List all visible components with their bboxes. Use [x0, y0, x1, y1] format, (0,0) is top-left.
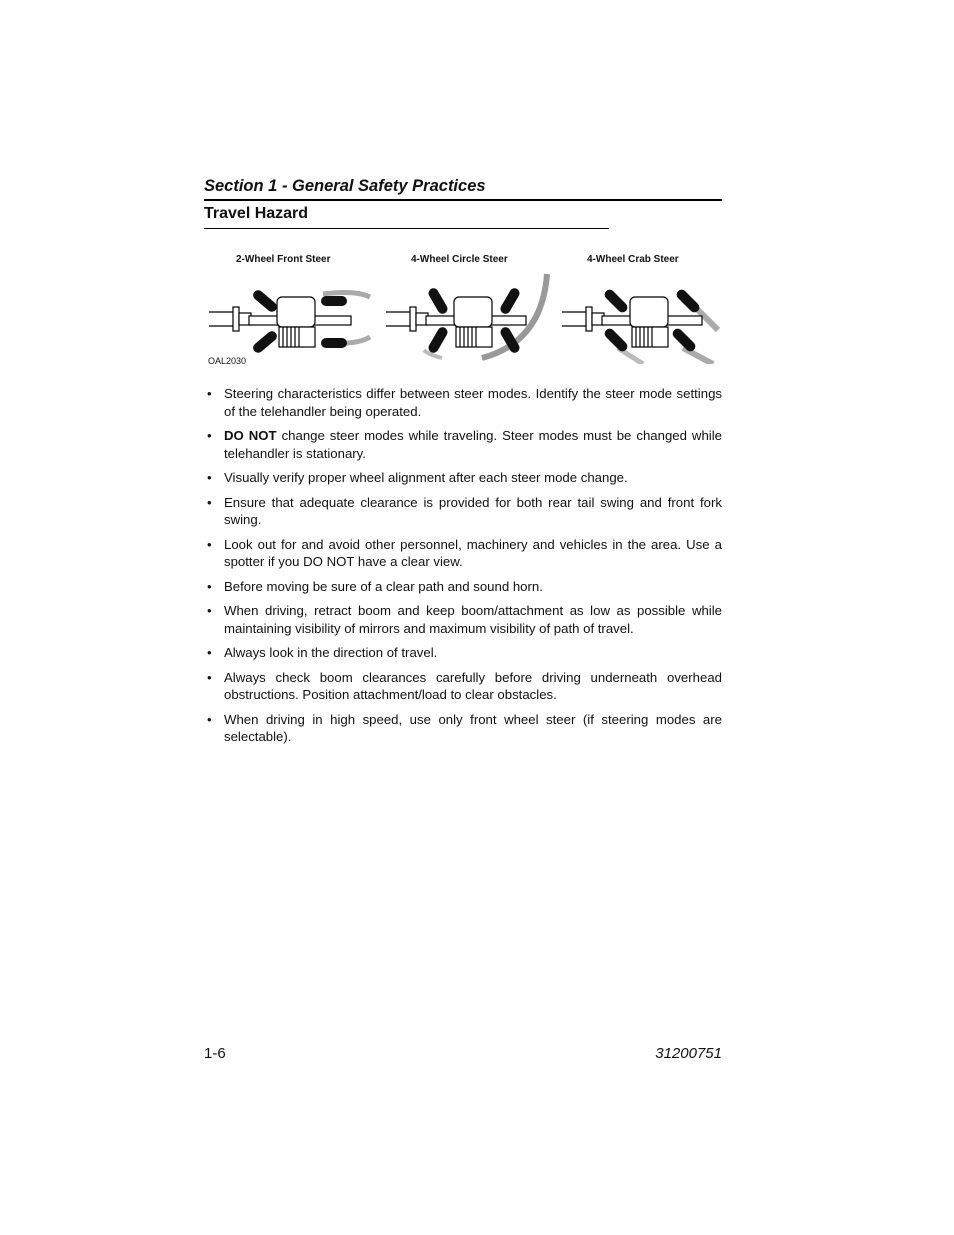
four-wheel-crab-steer-diagram	[558, 272, 723, 364]
bullet-item	[204, 494, 722, 529]
four-wheel-circle-steer-diagram	[382, 272, 554, 364]
two-wheel-front-steer-diagram	[205, 272, 375, 364]
page-number: 1-6	[204, 1045, 226, 1062]
bullet-emphasis: DO NOT	[224, 428, 277, 443]
figure-label-circle-steer: 4-Wheel Circle Steer	[411, 254, 508, 265]
bullet-item	[204, 427, 722, 462]
bullet-item	[204, 669, 722, 704]
bullet-item	[204, 578, 722, 596]
bullet-item	[204, 385, 722, 420]
bullet-item	[204, 469, 722, 487]
bullet-text: change steer modes while traveling. Steer modes must be changed while telehandler is stationary.	[224, 428, 722, 461]
bullet-text: Ensure that adequate clearance is provided for both rear tail swing and front fork swing.	[224, 494, 722, 527]
bullet-text: When driving, retract boom and keep boom/attachment as low as possible while maintaining visibility of mirrors and maximum visibility of path of travel.	[224, 603, 722, 636]
figure-code: OAL2030	[208, 356, 247, 366]
figure-label-front-steer: 2-Wheel Front Steer	[236, 254, 331, 265]
bullet-text: Always check boom clearances carefully before driving underneath overhead obstructions. Position attachment/load to clear obstacles.	[224, 669, 722, 702]
figure-label-crab-steer: 4-Wheel Crab Steer	[587, 254, 679, 265]
bullet-text: Look out for and avoid other personnel, machinery and vehicles in the area. Use a spotter if you DO NOT have a clear view.	[224, 536, 722, 569]
subsection-title: Travel Hazard	[204, 205, 609, 229]
bullet-item	[204, 711, 722, 746]
bullet-item	[204, 602, 722, 637]
section-title: Section 1 - General Safety Practices	[204, 177, 722, 201]
bullet-list	[204, 385, 722, 753]
bullet-text: Visually verify proper wheel alignment after each steer mode change.	[224, 470, 628, 485]
bullet-text: Before moving be sure of a clear path and sound horn.	[224, 578, 543, 594]
bullet-text: Always look in the direction of travel.	[224, 645, 438, 660]
document-number: 31200751	[655, 1045, 722, 1062]
bullet-text: Steering characteristics differ between steer modes. Identify the steer mode settings of the telehandler being operated.	[224, 386, 722, 419]
bullet-text: When driving in high speed, use only front wheel steer (if steering modes are selectable).	[224, 711, 722, 744]
bullet-item	[204, 644, 722, 662]
bullet-item	[204, 536, 722, 571]
